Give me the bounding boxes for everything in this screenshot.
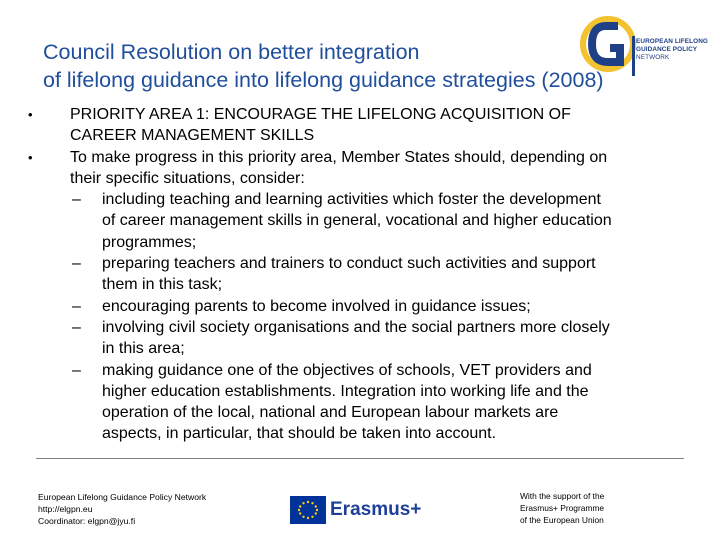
sub-bullet-item <box>28 317 688 360</box>
bullet-dot: • <box>28 149 33 165</box>
logo-line-2: GUIDANCE POLICY <box>636 46 698 53</box>
sub-bullet-line: them in this task; <box>102 276 223 294</box>
support-line-3: of the European Union <box>520 515 604 525</box>
bullet-dot: • <box>28 107 33 122</box>
erasmus-plus-logo <box>290 496 420 526</box>
footer-network-info <box>38 491 206 527</box>
sub-bullet-line: involving civil society organisations and the social partners more closely <box>102 318 610 336</box>
bullet-line: To make progress in this priority area, Member States should, depending on <box>70 148 608 166</box>
sub-bullet-line: aspects, in particular, that should be taken into account. <box>102 425 497 443</box>
footer-network-name: European Lifelong Guidance Policy Network <box>38 492 207 502</box>
bullet-item <box>28 147 688 190</box>
sub-bullet-line: higher education establishments. Integration into working life and the <box>102 382 589 400</box>
sub-bullet-item <box>28 296 688 317</box>
sub-bullet-line: operation of the local, national and European labour markets are <box>102 404 559 422</box>
bullet-item <box>28 104 688 147</box>
logo-line-3: NETWORK <box>636 54 670 61</box>
elgpn-logo <box>578 14 708 80</box>
bullet-line: CAREER MANAGEMENT SKILLS <box>70 127 315 145</box>
logo-line-1: EUROPEAN LIFELONG <box>636 38 708 45</box>
bullet-line: PRIORITY AREA 1: ENCOURAGE THE LIFELONG ACQUISITION OF <box>70 106 571 123</box>
title-line-1: Council Resolution on better integration <box>43 40 420 64</box>
footer-coordinator-email[interactable]: Coordinator: elgpn@jyu.fi <box>38 516 136 526</box>
support-line-2: Erasmus+ Programme <box>520 503 605 513</box>
sub-bullet-dash: – <box>72 255 81 273</box>
sub-bullet-line: programmes; <box>102 233 197 251</box>
sub-bullet-dash: – <box>72 318 81 336</box>
erasmus-label: Erasmus+ <box>330 499 422 520</box>
sub-bullet-line: preparing teachers and trainers to conduct such activities and support <box>102 255 596 273</box>
logo-text <box>636 38 708 62</box>
sub-bullet-line: in this area; <box>102 340 185 358</box>
sub-bullet-item <box>28 360 688 445</box>
footer-divider <box>36 458 684 459</box>
sub-bullet-dash: – <box>72 297 81 315</box>
eu-flag-icon <box>290 496 326 524</box>
sub-bullet-dash: – <box>72 191 81 209</box>
sub-bullet-line: making guidance one of the objectives of schools, VET providers and <box>102 361 592 379</box>
sub-bullet-item <box>28 253 688 296</box>
sub-bullet-item <box>28 189 688 253</box>
footer-support-note <box>520 490 604 526</box>
slide-body <box>28 104 688 445</box>
title-line-2: of lifelong guidance into lifelong guidance strategies (2008) <box>43 68 604 92</box>
sub-bullet-line: including teaching and learning activities which foster the development <box>102 191 601 209</box>
sub-bullet-line: encouraging parents to become involved in guidance issues; <box>102 297 531 315</box>
sub-bullet-line: of career management skills in general, vocational and higher education <box>102 212 612 230</box>
support-line-1: With the support of the <box>520 491 605 501</box>
bullet-line: their specific situations, consider: <box>70 169 305 187</box>
footer-website-link[interactable]: http://elgpn.eu <box>38 504 93 514</box>
sub-bullet-dash: – <box>72 361 81 379</box>
